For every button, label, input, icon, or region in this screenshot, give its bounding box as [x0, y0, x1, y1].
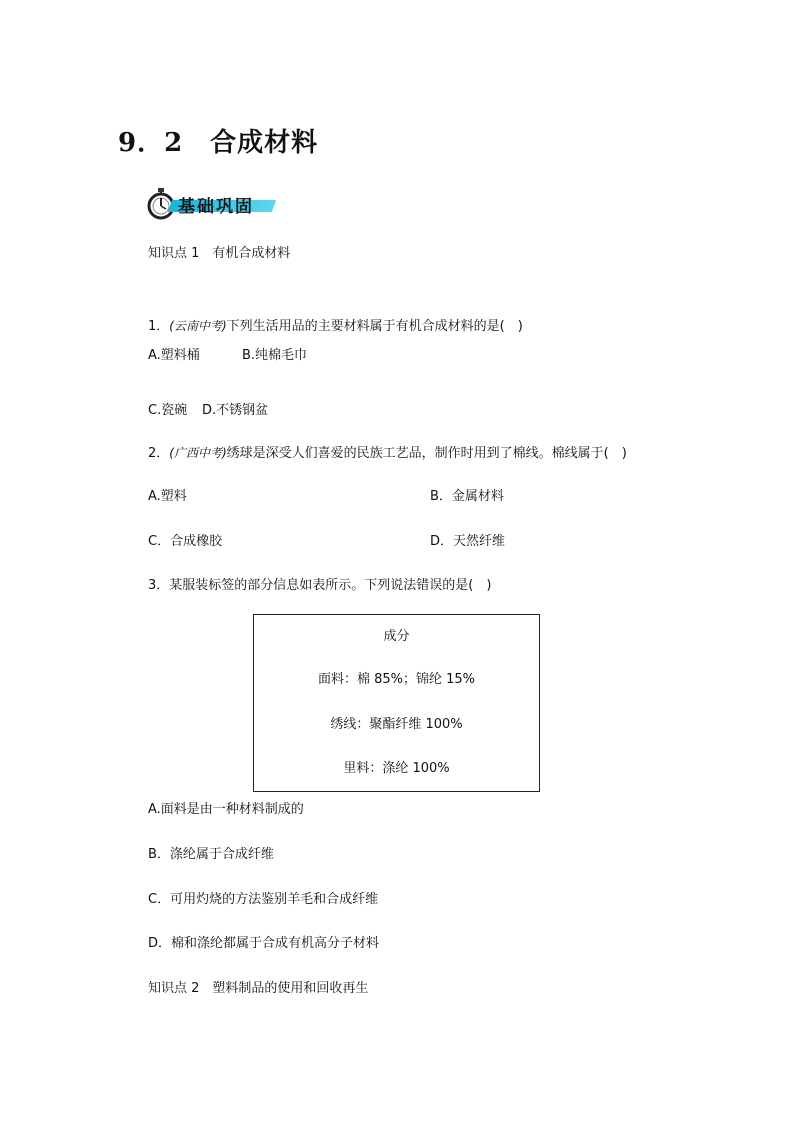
- table-heading: 成分: [383, 629, 410, 644]
- table-row-lining: 里料：涤纶 100%: [343, 761, 450, 776]
- section-header-label: 基础巩固: [178, 197, 254, 217]
- question-2-option-b: B．金属材料: [430, 489, 504, 504]
- question-2-option-a: A.塑料: [148, 489, 187, 504]
- question-1-number: 1．: [148, 319, 170, 334]
- knowledge-point-2: 知识点 2 塑料制品的使用和回收再生: [148, 981, 369, 996]
- question-1-option-c: C.瓷碗: [148, 403, 188, 418]
- question-2-source: (广西中考): [169, 446, 227, 460]
- question-1-source: (云南中考): [169, 319, 227, 333]
- question-3-option-c: C．可用灼烧的方法鉴别羊毛和合成纤维: [148, 892, 379, 907]
- table-row-thread: 绣线：聚酯纤维 100%: [330, 717, 463, 732]
- question-2-number: 2．: [148, 446, 170, 461]
- knowledge-point-1: 知识点 1 有机合成材料: [148, 246, 291, 261]
- question-1-text: 下列生活用品的主要材料属于有机合成材料的是( ): [226, 319, 523, 334]
- question-1-option-d: D.不锈钢盆: [202, 403, 269, 418]
- label-info-table: [253, 614, 540, 792]
- question-1-option-b: B.纯棉毛巾: [242, 348, 308, 363]
- question-2-text: 绣球是深受人们喜爱的民族工艺品，制作时用到了棉线。棉线属于( ): [226, 446, 627, 461]
- question-3-option-a: A.面料是由一种材料制成的: [148, 802, 304, 817]
- section-header: [146, 188, 276, 220]
- question-1-option-a: A.塑料桶: [148, 348, 200, 363]
- question-3-option-b: B．涤纶属于合成纤维: [148, 847, 274, 862]
- question-3-option-d: D．棉和涤纶都属于合成有机高分子材料: [148, 936, 380, 951]
- question-2-option-c: C．合成橡胶: [148, 534, 223, 549]
- table-row-fabric: 面料：棉 85%；锦纶 15%: [317, 672, 476, 687]
- page-title: 9．2 合成材料: [118, 128, 319, 158]
- question-3-stem: 3．某服装标签的部分信息如表所示。下列说法错误的是( ): [148, 578, 492, 593]
- question-1-stem: [148, 318, 523, 335]
- question-2-option-d: D．天然纤维: [430, 534, 506, 549]
- question-2-stem: [148, 445, 627, 462]
